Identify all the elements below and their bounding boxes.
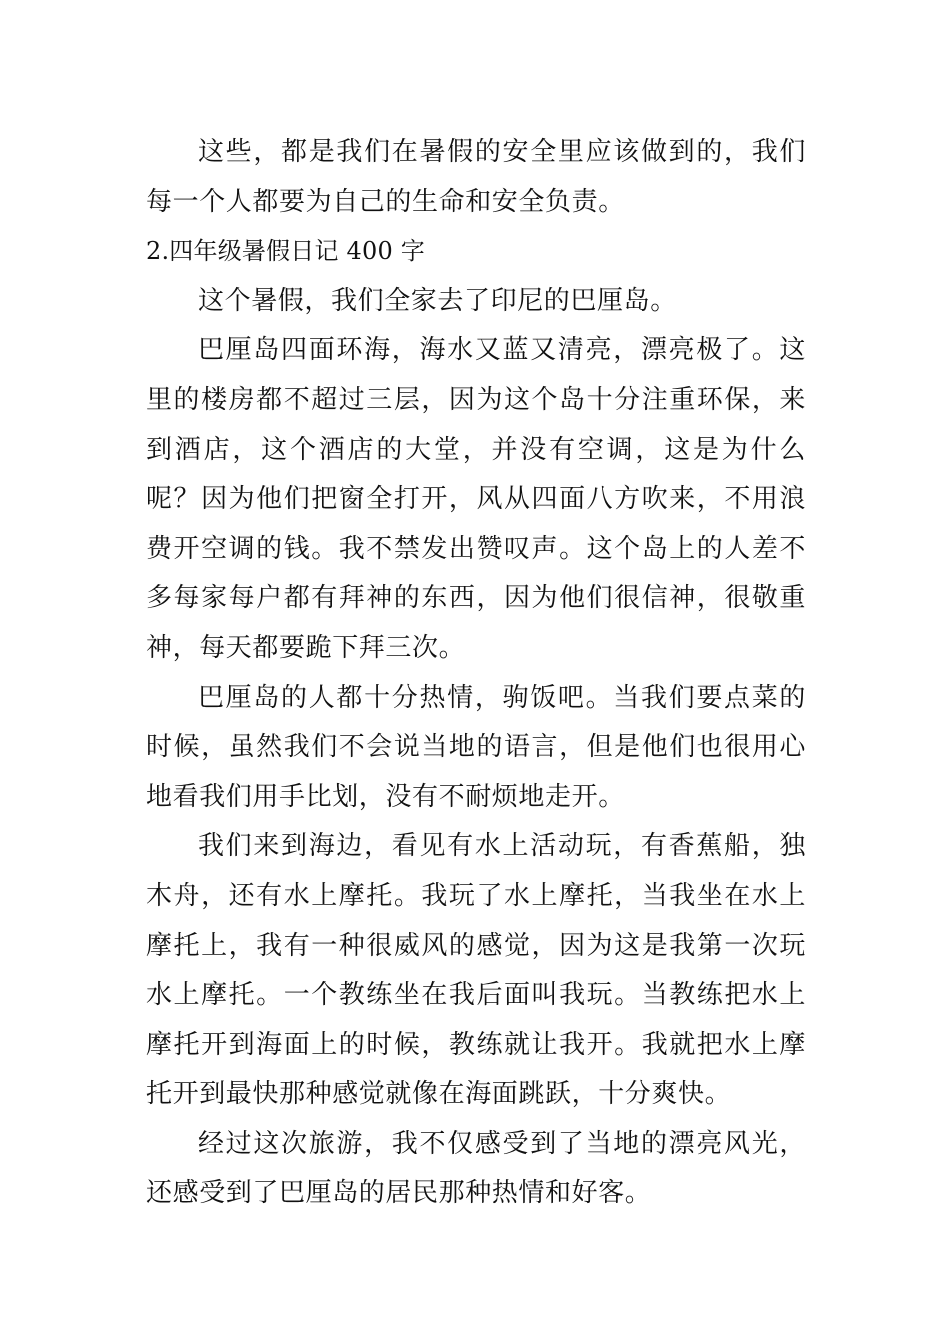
paragraph-island-description: 巴厘岛四面环海，海水又蓝又清亮，漂亮极了。这里的楼房都不超过三层，因为这个岛十分注重环保，来到酒店，这个酒店的大堂，并没有空调，这是为什么呢？因为他们把窗全打开，风从四面八方吹来，不用浪费开空调的钱。我不禁发出赞叹声。这个岛上的人差不多每家每户都有拜神的东西，因为他们很信神，很敬重神，每天都要跪下拜三次。 [146, 335, 806, 663]
document-body [146, 128, 806, 1219]
section-heading: 2.四年级暑假日记 400 字 [146, 237, 425, 266]
paragraph-people: 巴厘岛的人都十分热情，驹饭吧。当我们要点菜的时候，虽然我们不会说当地的语言，但是他们也很用心地看我们用手比划，没有不耐烦地走开。 [146, 682, 806, 812]
paragraph-water-activities: 我们来到海边，看见有水上活动玩，有香蕉船，独木舟，还有水上摩托。我玩了水上摩托，当我坐在水上摩托上，我有一种很威风的感觉，因为这是我第一次玩水上摩托。一个教练坐在我后面叫我玩。当教练把水上摩托开到海面上的时候，教练就让我开。我就把水上摩托开到最快那种感觉就像在海面跳跃，十分爽快。 [146, 831, 806, 1110]
paragraph-safety-conclusion: 这些，都是我们在暑假的安全里应该做到的，我们每一个人都要为自己的生命和安全负责。 [146, 137, 806, 217]
paragraph-intro: 这个暑假，我们全家去了印尼的巴厘岛。 [198, 285, 677, 316]
paragraph-conclusion: 经过这次旅游，我不仅感受到了当地的漂亮风光，还感受到了巴厘岛的居民那种热情和好客。 [146, 1128, 806, 1209]
